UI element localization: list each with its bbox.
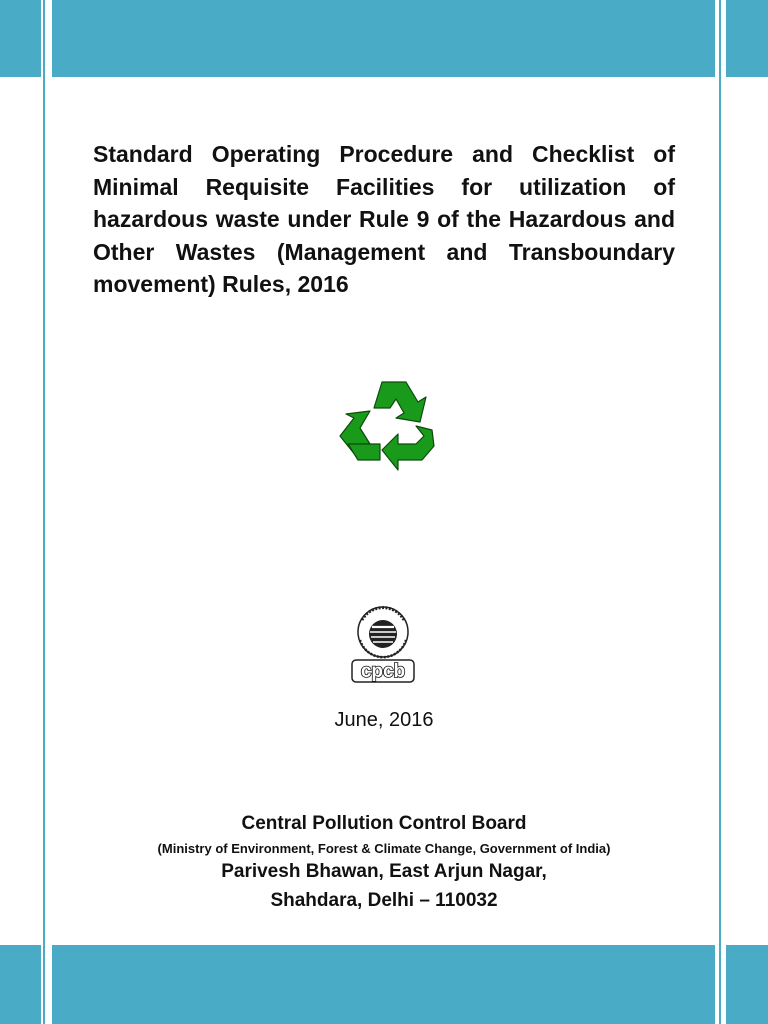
publication-date: June, 2016 [334, 709, 434, 731]
cpcb-logo [348, 604, 418, 686]
bottom-band-right [726, 945, 768, 1024]
recycle-icon [336, 378, 436, 474]
top-band-right [726, 0, 768, 77]
document-title: Standard Operating Procedure and Checklist of Minimal Requisite Facilities for utilization of hazardous waste under Rule 9 of the Hazardous and Other Wastes (Management and Transboundary movement) Rules, 2016 [93, 141, 675, 297]
address-line-1: Parivesh Bhawan, East Arjun Nagar, [221, 861, 547, 882]
bottom-band-left [0, 945, 41, 1024]
top-band-center [52, 0, 715, 77]
top-band-left [0, 0, 41, 77]
address-line-2: Shahdara, Delhi – 110032 [270, 890, 498, 911]
org-name: Central Pollution Control Board [241, 813, 527, 834]
ministry-line: (Ministry of Environment, Forest & Climate Change, Government of India) [157, 841, 611, 856]
cpcb-logo-text: cpcb [360, 661, 406, 682]
bottom-band-center [52, 945, 715, 1024]
